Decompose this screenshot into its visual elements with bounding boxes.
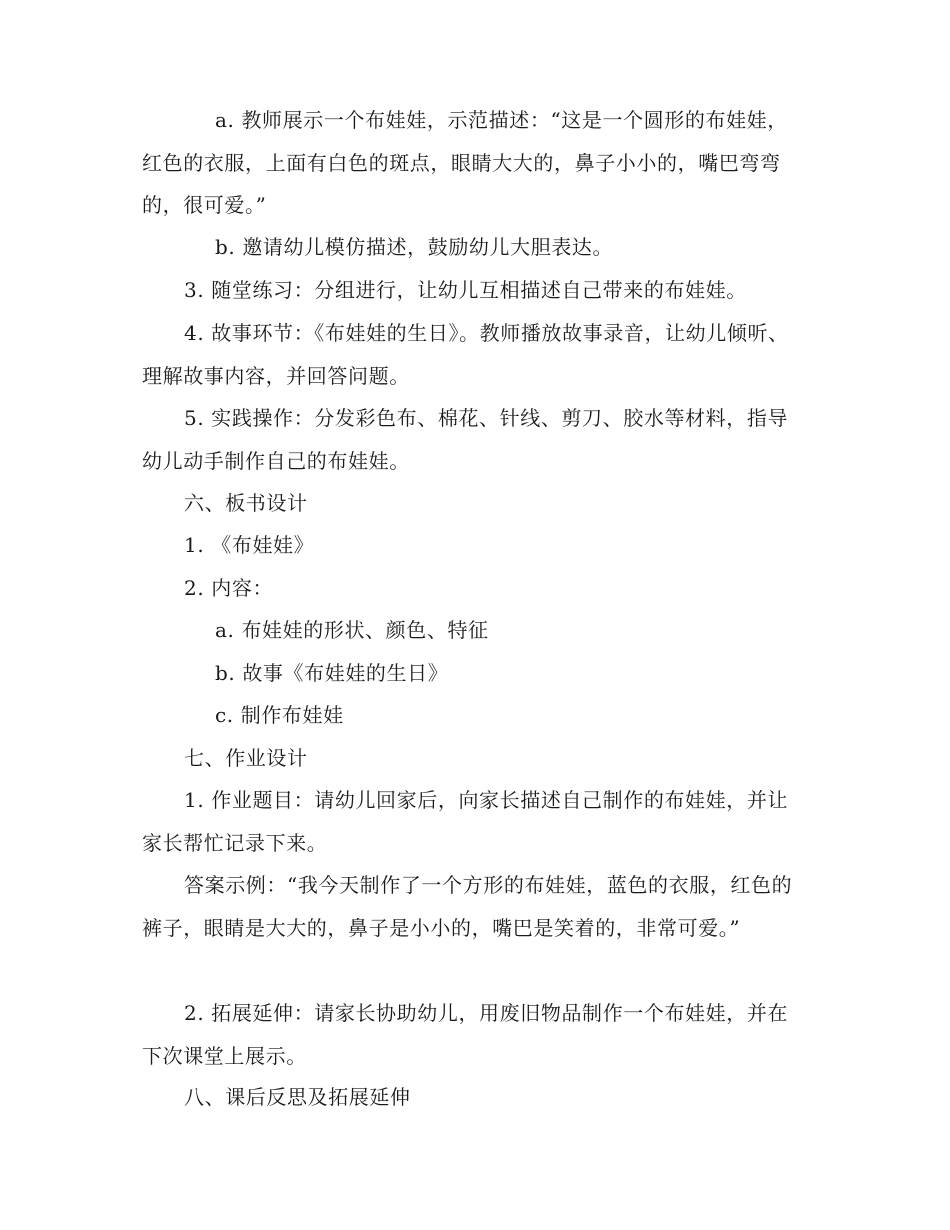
section-heading-board-design: 六、板书设计 xyxy=(184,491,308,515)
board-item-1-title: 1. 《布娃娃》 xyxy=(184,533,315,557)
paragraph-step-a-teacher-demo: a. 教师展示一个布娃娃，示范描述：“这是一个圆形的布娃娃，红色的衣服，上面有白色的斑点，眼睛大大的，鼻子小小的，嘴巴弯弯的，很可爱。” xyxy=(142,108,788,217)
paragraph-step-b-imitate: b. 邀请幼儿模仿描述，鼓励幼儿大胆表达。 xyxy=(215,235,614,259)
homework-item-2: 2. 拓展延伸：请家长协助幼儿，用废旧物品制作一个布娃娃，并在下次课堂上展示。 xyxy=(142,1001,789,1068)
homework-answer-example: 答案示例：“我今天制作了一个方形的布娃娃，蓝色的衣服，红色的裤子，眼睛是大大的，鼻子是小小的，嘴巴是笑着的，非常可爱。” xyxy=(142,873,793,940)
board-subitem-b: b. 故事《布娃娃的生日》 xyxy=(215,661,449,685)
paragraph-item-3-practice: 3. 随堂练习：分组进行，让幼儿互相描述自己带来的布娃娃。 xyxy=(184,278,747,302)
paragraph-item-5-practice: 5. 实践操作：分发彩色布、棉花、针线、剪刀、胶水等材料，指导幼儿动手制作自己的布娃娃。 xyxy=(142,406,789,473)
section-heading-reflection: 八、课后反思及拓展延伸 xyxy=(184,1085,411,1109)
paragraph-item-4-story: 4. 故事环节：《布娃娃的生日》。教师播放故事录音，让幼儿倾听、理解故事内容，并回答问题。 xyxy=(142,321,789,388)
homework-item-1: 1. 作业题目：请幼儿回家后，向家长描述自己制作的布娃娃，并让家长帮忙记录下来。 xyxy=(142,788,789,855)
section-heading-homework: 七、作业设计 xyxy=(184,746,308,770)
board-subitem-c: c. 制作布娃娃 xyxy=(215,703,344,727)
board-item-2-content: 2. 内容： xyxy=(184,576,274,600)
board-subitem-a: a. 布娃娃的形状、颜色、特征 xyxy=(215,618,489,642)
